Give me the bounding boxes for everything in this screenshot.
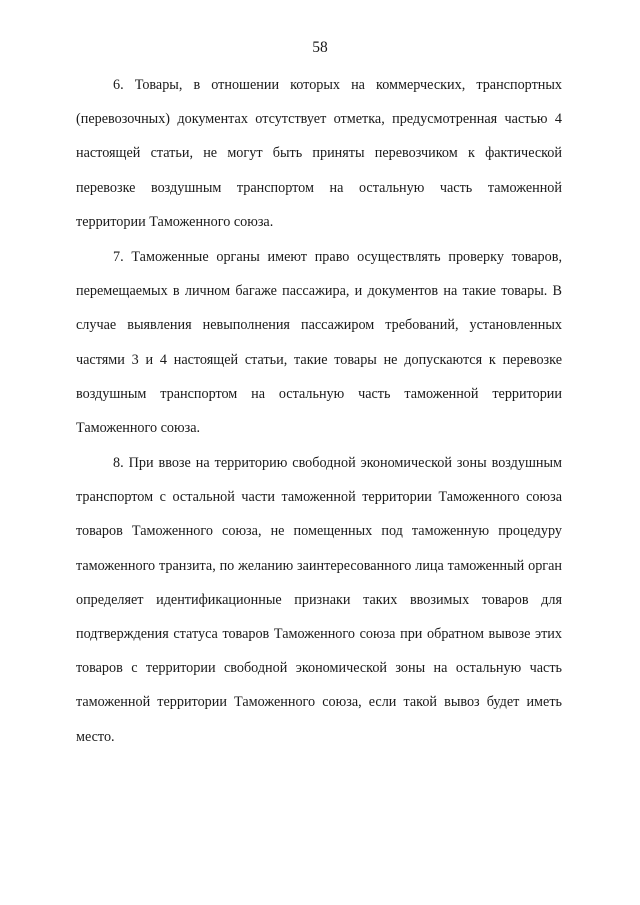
page-number: 58 bbox=[312, 39, 328, 56]
paragraph-7: 7. Таможенные органы имеют право осуществлять проверку товаров, перемещаемых в личном багаже пассажира, и документов на такие товары. В случае выявления невыполнения пассажиром требований, установленных частями 3 и 4 настоящей статьи, такие товары не допускаются к перевозке воздушным транспортом на остальную часть таможенной территории Таможенного союза. bbox=[76, 249, 562, 437]
paragraph-8: 8. При ввозе на территорию свободной экономической зоны воздушным транспортом с остальной части таможенной территории Таможенного союза товаров Таможенного союза, не помещенных под таможенную процедуру таможенного транзита, по желанию заинтересованного лица таможенный орган определяет идентификационные признаки таких ввозимых товаров для подтверждения статуса товаров Таможенного союза при обратном вывозе этих товаров с территории свободной экономической зоны на остальную часть таможенной территории Таможенного союза, если такой вывоз будет иметь место. bbox=[76, 455, 562, 745]
paragraph-6: 6. Товары, в отношении которых на коммерческих, транспортных (перевозочных) документах отсутствует отметка, предусмотренная частью 4 настоящей статьи, не могут быть приняты перевозчиком к фактической перевозке воздушным транспортом на остальную часть таможенной территории Таможенного союза. bbox=[76, 77, 562, 230]
